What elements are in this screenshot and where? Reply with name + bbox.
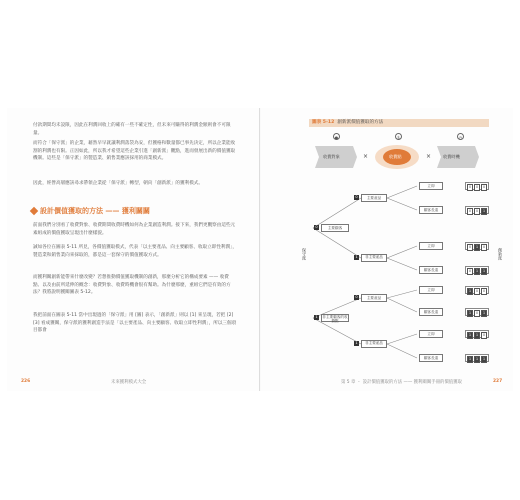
leaf-long-term: 顧客長遠 bbox=[419, 206, 443, 214]
num-badge: 0 bbox=[355, 295, 358, 299]
page-number: 226 bbox=[21, 379, 31, 384]
person-icon: ● bbox=[334, 135, 339, 140]
code-box: 0 0 1 bbox=[465, 206, 489, 214]
times-sign: × bbox=[363, 153, 369, 160]
leaf-immediate: 立即 bbox=[419, 330, 443, 338]
figure-title-text: 創新派價值獲取的方法 bbox=[337, 120, 384, 125]
code-box: 0 0 0 bbox=[465, 182, 489, 190]
leaf-long-term: 顧客長遠 bbox=[419, 266, 443, 274]
paragraph: 付款期間均未設限，因此在利潤回收上的確有一些不確定性，但未來可賺得的利潤金額則會不可限量。 bbox=[33, 123, 231, 136]
code-box: 0 1 0 bbox=[465, 242, 489, 250]
figure-label: 圖表 5-12 bbox=[312, 120, 335, 125]
times-sign: × bbox=[426, 153, 432, 160]
heading-text: 設計價值獲取的方法 —— 獲利關關 bbox=[40, 207, 150, 215]
code-box: 1 0 0 bbox=[465, 286, 489, 294]
num-badge: 0 bbox=[315, 225, 318, 229]
billing-target-label: 收費對象 bbox=[323, 154, 340, 159]
running-footer: 未來獲利模式大全 bbox=[111, 380, 147, 385]
node-non-main-customer: 非主要顧客的收費點 bbox=[322, 315, 348, 323]
leaf-immediate: 立即 bbox=[419, 286, 443, 294]
leaf-immediate: 立即 bbox=[419, 182, 443, 190]
code-box: 0 1 1 bbox=[465, 266, 489, 274]
leaf-long-term: 顧客長遠 bbox=[419, 354, 443, 362]
clock-icon: ◷ bbox=[458, 135, 463, 140]
code-box: 1 1 0 bbox=[465, 330, 489, 338]
side-label-conservative: 保守派 bbox=[302, 248, 307, 260]
paragraph: 而獲利關創新能帶來什麼改變？若想推動價值獲取機制的創新，那麼分析它的構成要素 —— 收費點、以及由前所延伸的概念：收費對象、收費時機會很有幫助。為什麼那麼，重組它們是有效的方法？我將說明獲關圖表 5-12。 bbox=[33, 275, 231, 296]
diamond-icon bbox=[30, 207, 38, 215]
node-non-main-product: 非主要產品 bbox=[361, 340, 387, 348]
paragraph: 前面我們分別看了收費對象、收費期間收費時機如何為企業創造利潤。接下來，我們更觀察由這些元素組成的價值獲取呈現出什麼樣貌。 bbox=[33, 223, 236, 236]
code-box: 1 1 1 bbox=[465, 354, 489, 362]
running-footer: 第 5 章 ・ 設計價值獲取的方法 —— 獲利關關手冊的價值獲取 bbox=[341, 380, 462, 385]
dollar-icon: $ bbox=[395, 133, 402, 140]
paragraph: 我把前面在圖表 5-11 當中出現過的「保守派」用 [圖] 表示，「創新派」則以 [1] 來呈現，若把 [2] [3] 看成獲關，保守派的獲利創造手法是「以主要產品、向主要顧客、收取立即性利潤」，所以三個項目都會 bbox=[33, 313, 237, 334]
node-main-product: 主要產品 bbox=[361, 194, 387, 202]
paragraph: 而符合「保守派」的企業，藉然早早就讓利潤落袋為安，但獲格和數量都已事先決定，所以企業能收割的利潤也有限。正因如此，所以我才希望這些企業引進「創新派」觀點，進而發展出新的價值獲取機制。這些是「保守派」的製造業、銷售業應該採用的商業模式。 bbox=[33, 141, 236, 162]
num-badge: 1 bbox=[315, 315, 318, 319]
node-main-product: 主要產品 bbox=[361, 294, 387, 302]
left-page bbox=[7, 108, 260, 391]
paragraph: 誠如各位在圖表 5-11 所見，各價值獲取模式，代表「以主要產品、向主要顧客、收取立即性利潤」，製造業和銷售業向來採取的，都是這一套保守的價值獲取方式。 bbox=[33, 245, 237, 258]
num-badge: 1 bbox=[355, 255, 358, 259]
billing-timing-label: 收費時機 bbox=[443, 154, 460, 159]
leaf-long-term: 顧客長遠 bbox=[419, 308, 443, 316]
node-main-customer: 主要顧客 bbox=[321, 224, 349, 232]
node-non-main-product: 非主要產品 bbox=[361, 254, 387, 262]
book-spread bbox=[7, 108, 513, 391]
code-box: 1 0 1 bbox=[465, 308, 489, 316]
paragraph: 因此，經營高層應該尋求帶領企業從「保守派」轉型，朝向「創新派」的獲利模式。 bbox=[33, 181, 203, 186]
num-badge: 1 bbox=[355, 341, 358, 345]
page-number: 227 bbox=[493, 379, 503, 384]
right-page bbox=[261, 108, 513, 391]
billing-point-label: 收費點 bbox=[389, 154, 402, 159]
num-badge: 0 bbox=[355, 195, 358, 199]
leaf-immediate: 立即 bbox=[419, 242, 443, 250]
side-label-innovative: 創新派 bbox=[498, 248, 503, 260]
section-heading bbox=[31, 206, 150, 216]
